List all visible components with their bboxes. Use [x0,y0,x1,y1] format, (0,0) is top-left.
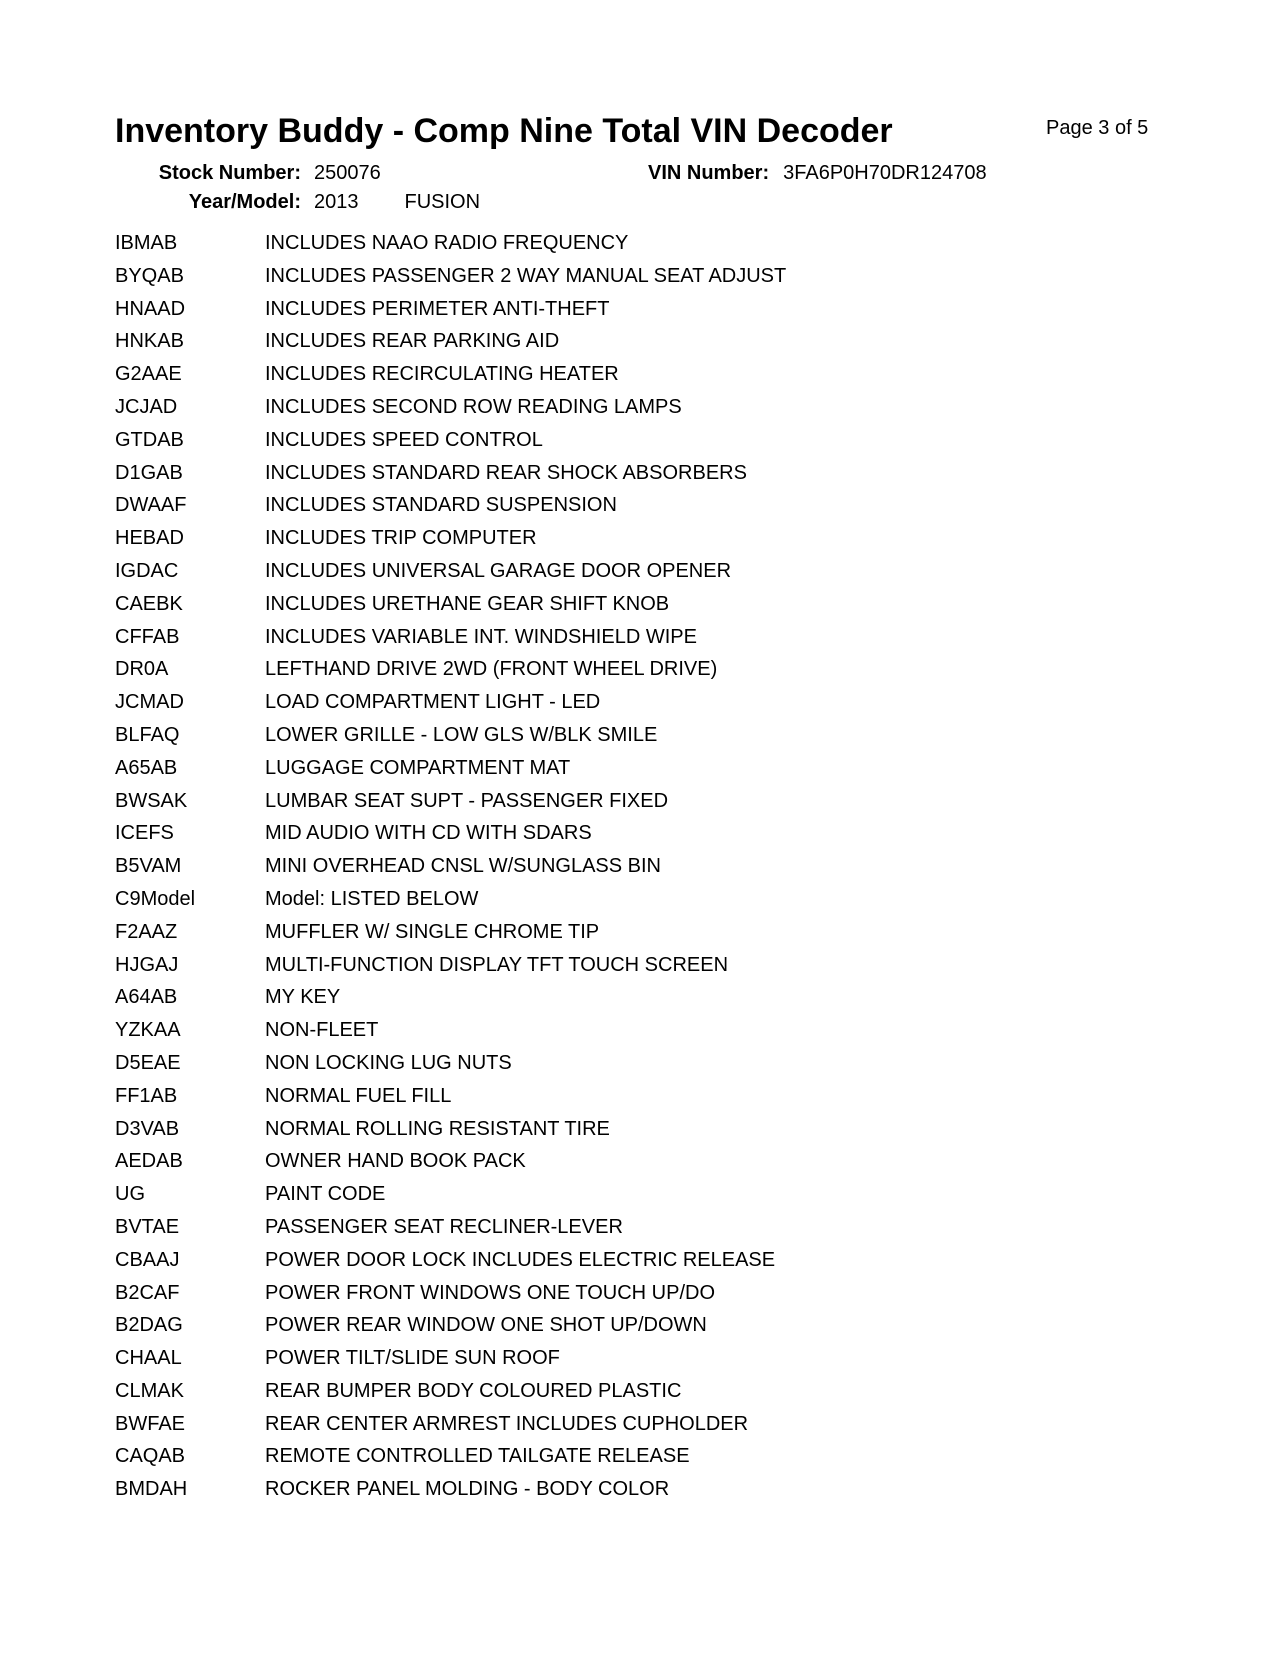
option-description: POWER DOOR LOCK INCLUDES ELECTRIC RELEASE [265,1248,776,1271]
option-description: REMOTE CONTROLLED TAILGATE RELEASE [265,1445,690,1468]
year-value: 2013 [314,191,359,213]
option-row [115,1342,1215,1375]
option-row [115,1473,1215,1506]
vin-number-row [648,162,987,185]
option-row [115,1375,1215,1408]
option-description: ROCKER PANEL MOLDING - BODY COLOR [265,1478,670,1501]
option-code: BLFAQ [115,723,180,746]
option-description: NON LOCKING LUG NUTS [265,1051,512,1074]
option-code: B5VAM [115,855,182,878]
option-description: PASSENGER SEAT RECLINER-LEVER [265,1215,623,1238]
option-description: REAR CENTER ARMREST INCLUDES CUPHOLDER [265,1412,749,1435]
option-description: NORMAL ROLLING RESISTANT TIRE [265,1117,610,1140]
option-row [115,489,1215,522]
option-description: LUGGAGE COMPARTMENT MAT [265,756,571,779]
option-row [115,227,1215,260]
option-code: FF1AB [115,1084,178,1107]
option-row [115,621,1215,654]
option-row [115,817,1215,850]
option-row [115,391,1215,424]
vin-number-label: VIN Number: [648,162,770,184]
option-row [115,981,1215,1014]
option-row [115,293,1215,326]
option-description: MUFFLER W/ SINGLE CHROME TIP [265,920,600,943]
option-code: HNKAB [115,330,184,353]
year-model-row [155,191,480,214]
option-description: INCLUDES PERIMETER ANTI-THEFT [265,297,610,320]
option-code: CAEBK [115,592,183,615]
option-description: PAINT CODE [265,1183,386,1206]
model-value: FUSION [404,191,481,213]
option-code: CBAAJ [115,1248,180,1271]
option-code: IGDAC [115,559,179,582]
option-code: GTDAB [115,428,184,451]
option-row [115,1178,1215,1211]
option-code: BWFAE [115,1412,186,1435]
stock-number-row [155,162,381,185]
option-description: INCLUDES SECOND ROW READING LAMPS [265,395,682,418]
option-row [115,850,1215,883]
option-code: HJGAJ [115,953,179,976]
option-row [115,1211,1215,1244]
option-description: INCLUDES STANDARD SUSPENSION [265,494,617,517]
option-description: REAR BUMPER BODY COLOURED PLASTIC [265,1379,682,1402]
option-code: CAQAB [115,1445,186,1468]
option-description: INCLUDES RECIRCULATING HEATER [265,363,619,386]
option-code: B2CAF [115,1281,180,1304]
stock-number-value: 250076 [314,162,381,184]
option-code: A64AB [115,986,178,1009]
option-row [115,653,1215,686]
option-row [115,1047,1215,1080]
option-row [115,785,1215,818]
option-description: INCLUDES STANDARD REAR SHOCK ABSORBERS [265,461,747,484]
option-code: IBMAB [115,232,178,254]
option-row [115,1277,1215,1310]
option-row [115,752,1215,785]
option-description: MULTI-FUNCTION DISPLAY TFT TOUCH SCREEN [265,953,729,976]
stock-number-label: Stock Number: [158,162,301,184]
option-row [115,358,1215,391]
option-description: INCLUDES NAAO RADIO FREQUENCY [265,232,629,254]
option-code: UG [115,1183,145,1206]
option-row [115,1145,1215,1178]
option-row [115,1309,1215,1342]
option-description: INCLUDES SPEED CONTROL [265,428,543,451]
option-code: D5EAE [115,1051,181,1074]
option-code: HNAAD [115,297,186,320]
option-description: NON-FLEET [265,1019,379,1042]
page-title: Inventory Buddy - Comp Nine Total VIN Decoder [115,112,893,150]
option-code: BMDAH [115,1478,188,1501]
option-code: DR0A [115,658,169,681]
option-description: OWNER HAND BOOK PACK [265,1150,526,1173]
option-code: AEDAB [115,1150,183,1173]
option-row [115,555,1215,588]
option-row [115,260,1215,293]
year-model-label: Year/Model: [188,191,301,213]
option-description: LOAD COMPARTMENT LIGHT - LED [265,691,601,714]
option-row [115,522,1215,555]
option-code: D3VAB [115,1117,180,1140]
option-row [115,916,1215,949]
option-row [115,424,1215,457]
page-number: Page 3 of 5 [1046,117,1149,139]
option-row [115,949,1215,982]
vin-number-value: 3FA6P0H70DR124708 [783,162,987,184]
option-description: INCLUDES VARIABLE INT. WINDSHIELD WIPE [265,625,697,648]
option-description: INCLUDES PASSENGER 2 WAY MANUAL SEAT ADJUST [265,264,787,287]
option-code: BWSAK [115,789,188,812]
option-code: F2AAZ [115,920,178,943]
option-code: CHAAL [115,1347,182,1370]
option-row [115,588,1215,621]
option-code: D1GAB [115,461,183,484]
option-description: POWER TILT/SLIDE SUN ROOF [265,1347,560,1370]
option-code: BVTAE [115,1215,180,1238]
option-description: POWER REAR WINDOW ONE SHOT UP/DOWN [265,1314,707,1337]
option-code: ICEFS [115,822,174,845]
option-description: LUMBAR SEAT SUPT - PASSENGER FIXED [265,789,669,812]
option-description: MY KEY [265,986,341,1009]
option-description: MID AUDIO WITH CD WITH SDARS [265,822,592,845]
option-row [115,1080,1215,1113]
option-row [115,686,1215,719]
option-description: POWER FRONT WINDOWS ONE TOUCH UP/DO [265,1281,716,1304]
option-description: INCLUDES TRIP COMPUTER [265,527,537,550]
option-description: INCLUDES REAR PARKING AID [265,330,560,353]
option-code-list [115,227,1215,1506]
option-code: CFFAB [115,625,180,648]
option-row [115,1244,1215,1277]
option-code: HEBAD [115,527,184,550]
option-description: INCLUDES UNIVERSAL GARAGE DOOR OPENER [265,559,732,582]
option-code: G2AAE [115,363,182,386]
option-code: B2DAG [115,1314,183,1337]
option-description: MINI OVERHEAD CNSL W/SUNGLASS BIN [265,855,661,878]
option-row [115,1408,1215,1441]
option-code: JCMAD [115,691,184,714]
option-code: DWAAF [115,494,187,517]
option-description: LOWER GRILLE - LOW GLS W/BLK SMILE [265,723,658,746]
option-row [115,325,1215,358]
option-code: YZKAA [115,1019,181,1042]
option-row [115,719,1215,752]
option-code: JCJAD [115,395,178,418]
option-row [115,1014,1215,1047]
option-code: C9Model [115,887,196,910]
option-description: INCLUDES URETHANE GEAR SHIFT KNOB [265,592,670,615]
option-row [115,1440,1215,1473]
option-row [115,1113,1215,1146]
option-code: BYQAB [115,264,184,287]
option-description: Model: LISTED BELOW [265,887,479,910]
option-code: A65AB [115,756,178,779]
option-description: LEFTHAND DRIVE 2WD (FRONT WHEEL DRIVE) [265,658,718,681]
option-row [115,457,1215,490]
option-code: CLMAK [115,1379,184,1402]
option-description: NORMAL FUEL FILL [265,1084,452,1107]
option-row [115,883,1215,916]
